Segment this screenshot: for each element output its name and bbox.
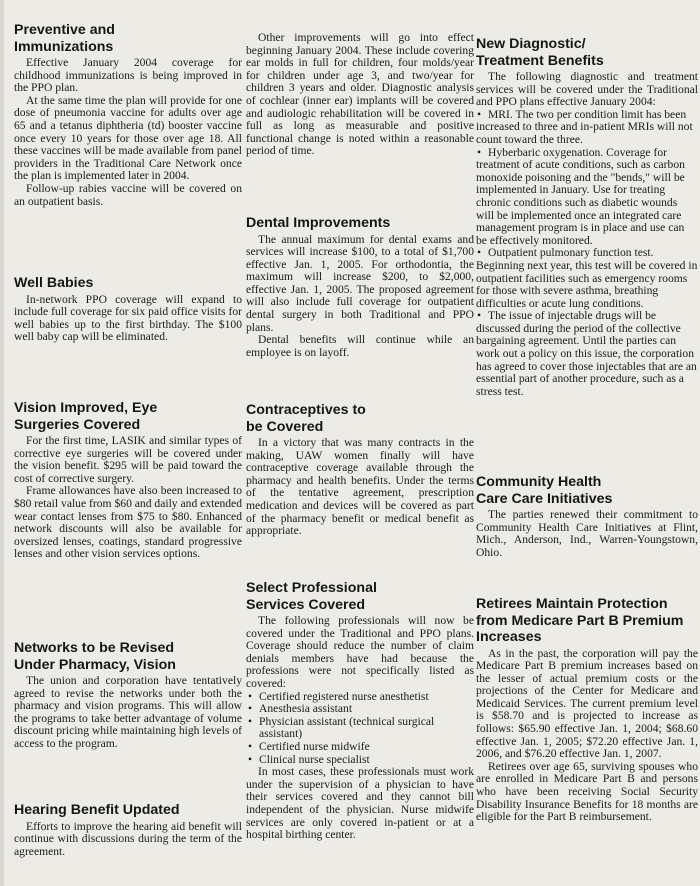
paragraph: The parties renewed their commitment to Community Health Care Initiatives at Flint, Mich., Anderson, Ind., Warren-Youngstown, Ohio. <box>476 508 698 559</box>
list-item: • Certified registered nurse anesthetist <box>259 691 474 704</box>
scan-edge <box>0 0 4 886</box>
section-well-babies <box>14 275 242 344</box>
section-preventive <box>14 22 242 208</box>
paragraph: Frame allowances have also been increased to $80 retail value from $60 and daily and extended wear contact lenses from $75 to $80. Enhanced network discounts will also be available for oversized lenses, coatings, standard progressive lenses and other vision services options. <box>14 484 242 561</box>
list-item: • Clinical nurse specialist <box>259 754 474 767</box>
section-diagnostic <box>476 36 698 398</box>
section-title: Networks to be Revised Under Pharmacy, Vision <box>14 640 176 673</box>
section-title: Well Babies <box>14 275 94 291</box>
section-title: Hearing Benefit Updated <box>14 802 180 818</box>
section-title: New Diagnostic/ Treatment Benefits <box>476 36 604 69</box>
paragraph: Efforts to improve the hearing aid benefit will continue with discussions during the term of the agreement. <box>14 819 242 858</box>
section-retirees <box>476 596 698 824</box>
paragraph: The union and corporation have tentatively agreed to revise the networks under both the pharmacy and vision programs. This will allow the programs to take better advantage of volume discount pricing while maintaining high levels of access to the program. <box>14 674 242 750</box>
paragraph: For the first time, LASIK and similar types of corrective eye surgeries will be covered under the vision benefit. $295 will be paid toward the cost of corrective surgery. <box>14 434 242 485</box>
paragraph: The following professionals will now be covered under the Traditional and PPO plans. Coverage should reduce the number of claim denials members have had because the professions were not specifically listed as covered: <box>246 614 474 690</box>
paragraph: As in the past, the corporation will pay the Medicare Part B premium increases based on the lesser of actual premium costs or the projections of the Center for Medicare and Medicaid Services. The current premium level is $58.70 and is projected to increase as follows: $65.90 effective Jan. 1, 2004; $68.60 effective Jan. 1, 2005; $72.20 effective Jan. 1, 2006, and $76.20 effective Jan. 1, 2007. <box>476 646 698 761</box>
paragraph: Effective January 2004 coverage for childhood immunizations is being improved in the PPO plan. <box>14 56 242 95</box>
list-item: • Hyberbaric oxygenation. Coverage for treatment of acute conditions, such as carbon monoxide poisoning and the "bends," will be implemented in January. Use for treating chronic conditions such as diabetic wounds will be implemented once an integrated care management program is in place and use can be effectively monitored. <box>476 147 698 248</box>
section-dental <box>246 215 474 359</box>
section-title: Contraceptives to be Covered <box>246 402 366 435</box>
section-title: Dental Improvements <box>246 215 391 231</box>
section-networks <box>14 640 242 751</box>
list-item: • Certified nurse midwife <box>259 741 474 754</box>
list-item: • Physician assistant (technical surgical assistant) <box>259 716 474 741</box>
list-item: • Outpatient pulmonary function test. Beginning next year, this test will be covered in outpatient facilities such as emergency rooms for those with severe asthma, breathing difficulties or acute lung conditions. <box>476 247 698 310</box>
paragraph: Dental benefits will continue while an employee is on layoff. <box>246 333 474 359</box>
paragraph: Retirees over age 65, surviving spouses who are enrolled in Medicare Part B and persons who have been receiving Social Security Disability Insurance Benefits for 18 months are eligible for the Part B reimbursement. <box>476 759 698 824</box>
diagnostic-list <box>476 109 698 399</box>
list-item: • MRI. The two per condition limit has been increased to three and in-patient MRIs will not count toward the three. <box>476 109 698 147</box>
paragraph: In a victory that was many contracts in the making, UAW women finally will have contraceptive coverage available through the pharmacy and health benefits. Under the terms of the tentative agreement, prescription medication and devices will be covered as part of the pharmacy benefit or medical benefit as appropriate. <box>246 436 474 538</box>
section-community <box>476 474 698 559</box>
paragraph: The following diagnostic and treatment services will be covered under the Traditional and PPO plans effective January 2004: <box>476 70 698 109</box>
list-item: • Anesthesia assistant <box>259 703 474 716</box>
section-hearing-continued <box>246 32 474 158</box>
section-title: Vision Improved, Eye Surgeries Covered <box>14 400 158 433</box>
section-vision <box>14 400 242 561</box>
section-professionals <box>246 580 474 842</box>
paragraph: The annual maximum for dental exams and services will increase $100, to a total of $1,700 effective Jan. 1, 2005. For orthodontia, the maximum will increase $200, to $2,000, effective Jan. 1, 2005. The proposed agreement will also include full coverage for outpatient dental surgery in both Traditional and PPO plans. <box>246 232 474 334</box>
section-title: Retirees Maintain Protection from Medicare Part B Premium Increases <box>476 596 684 645</box>
section-hearing <box>14 802 242 858</box>
paragraph: At the same time the plan will provide for one dose of pneumonia vaccine for adults over age 65 and a tetanus diphtheria (td) booster vaccine once every 10 years for those over age 18. All these vaccines will be made available from panel providers in the Traditional Care Network once the plan is implemented later in 2004. <box>14 93 242 183</box>
paragraph: Follow-up rabies vaccine will be covered on an outpatient basis. <box>14 181 242 208</box>
paragraph: Other improvements will go into effect beginning January 2004. These include covering ear molds in full for children, four molds/year for children under age 3, and two/year for children 3 years and older. Diagnostic analysis of cochlear (inner ear) implants will be covered and audiologic rehabilitation will be covered in full as long as measurable and positive functional change is noted within a reasonable period of time. <box>246 31 474 158</box>
list-item: • The issue of injectable drugs will be discussed during the period of the collective bargaining agreement. Until the parties can work out a policy on this issue, the corporation has agreed to cover those injectables that are an essential part of another procedure, such as a stress test. <box>476 310 698 398</box>
section-title: Preventive and Immunizations <box>14 22 115 55</box>
paragraph: In-network PPO coverage will expand to include full coverage for six paid office visits for well babies up to the first birthday. The $100 well baby cap will be eliminated. <box>14 292 242 344</box>
section-title: Select Professional Services Covered <box>246 580 377 613</box>
section-contraceptives <box>246 402 474 538</box>
paragraph: In most cases, these professionals must work under the supervision of a physician to have their services covered and they cannot bill independent of the physician. Nurse midwife services are only covered in-patient or at a hospital birthing center. <box>246 765 474 842</box>
section-title: Community Health Care Care Initiatives <box>476 474 613 507</box>
professionals-list <box>246 691 474 767</box>
